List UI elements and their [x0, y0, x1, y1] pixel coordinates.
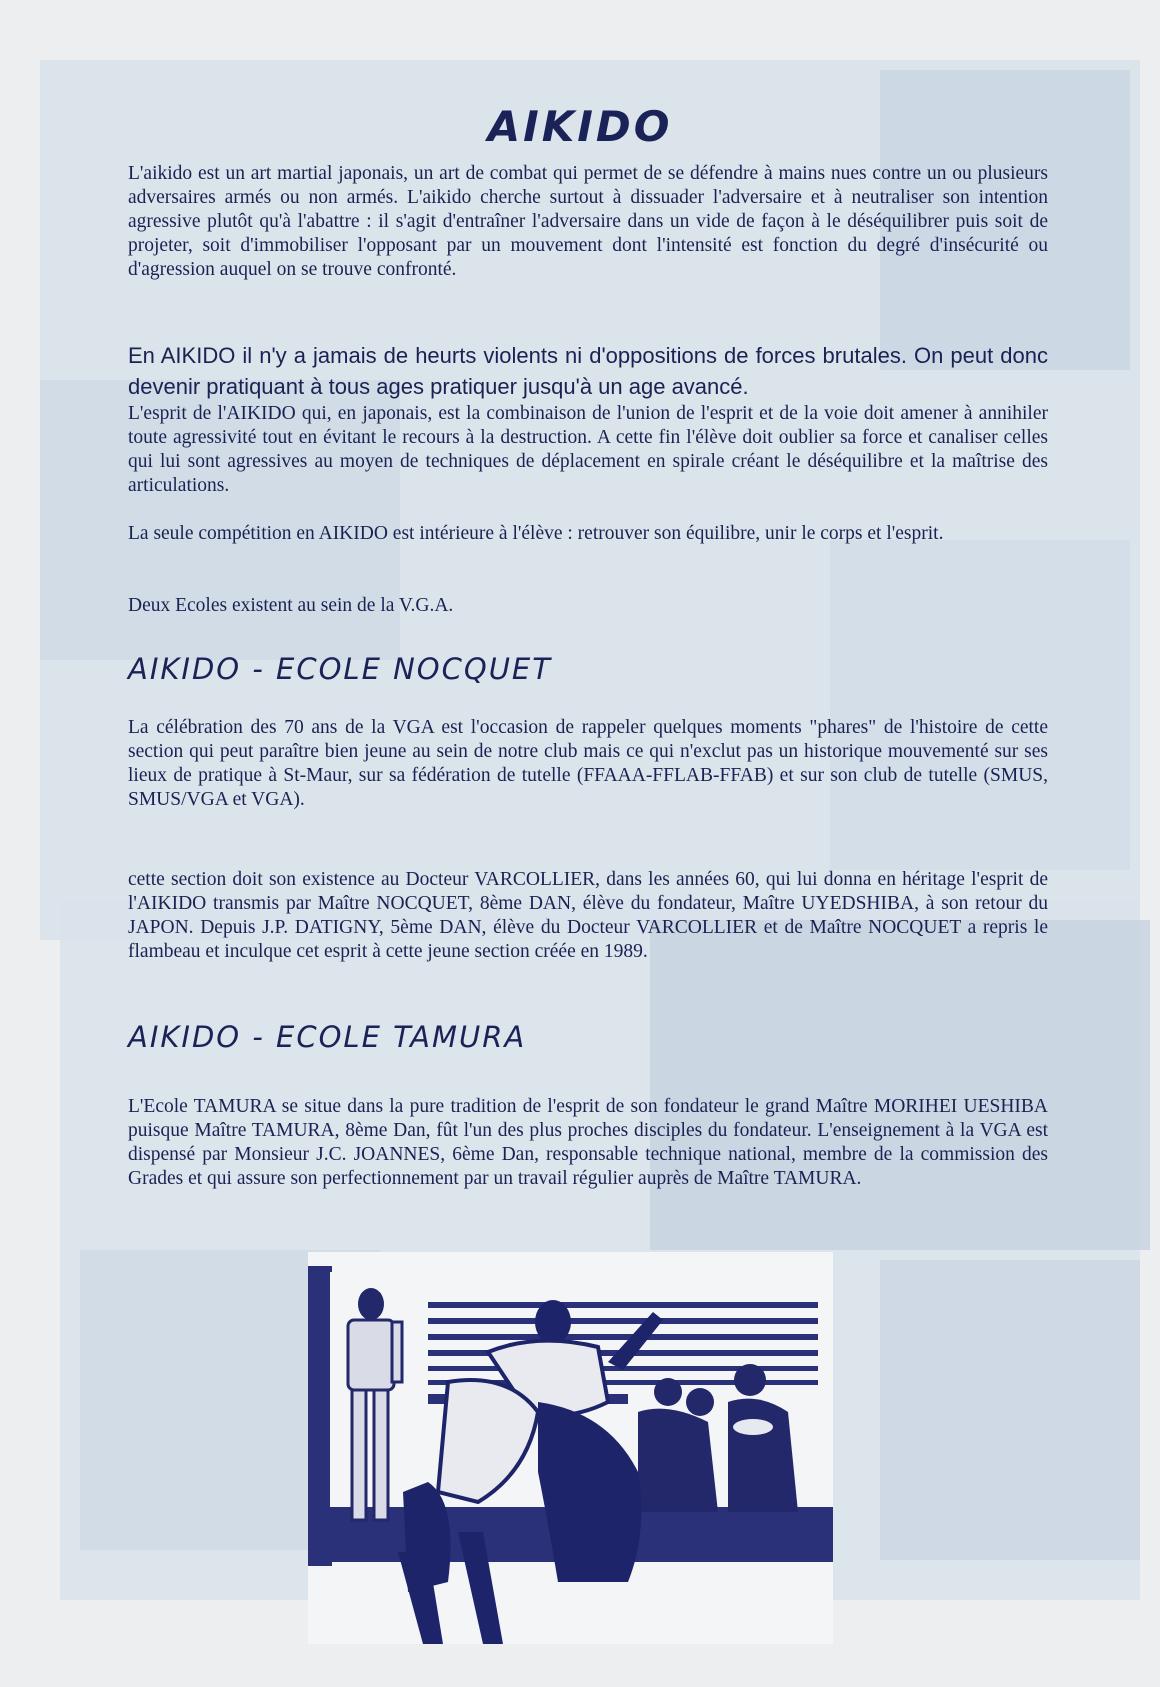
- spirit-paragraph: L'esprit de l'AIKIDO qui, en japonais, est la combinaison de l'union de l'esprit et de la voie doit amener à annihiler toute agressivité tout en évitant le recours à la destruction. A cette fin l'élève doit oublier sa force et canaliser celles qui lui sont agressives au moyen de techniques de déplacement en spirale créant le déséquilibre et la maîtrise des articulations.: [128, 403, 1048, 496]
- background-print: [650, 920, 1150, 1250]
- page-title: AIKIDO: [487, 102, 673, 151]
- section-title-tamura: AIKIDO - ECOLE TAMURA: [128, 1020, 527, 1054]
- no-violence-paragraph: En AIKIDO il n'y a jamais de heurts violents ni d'oppositions de forces brutales. On peut donc devenir pratiquant à tous ages pratiquer jusqu'à un age avancé.: [128, 343, 1048, 399]
- competition-paragraph: La seule compétition en AIKIDO est intérieure à l'élève : retrouver son équilibre, unir le corps et l'esprit.: [128, 523, 944, 544]
- aikido-photo: [308, 1252, 833, 1644]
- background-print: [830, 540, 1130, 870]
- schools-paragraph: Deux Ecoles existent au sein de la V.G.A.: [128, 595, 454, 616]
- background-print: [880, 1260, 1140, 1560]
- intro-paragraph: L'aikido est un art martial japonais, un art de combat qui permet de se défendre à mains nues contre un ou plusieurs adversaires armés ou non armés. L'aikido cherche surtout à dissuader l'adversaire et à neutraliser son intention agressive plutôt qu'à l'abattre : il s'agit d'entraîner l'adversaire dans un vide de façon à le déséquilibrer puis soit de projeter, soit d'immobiliser l'opposant par un mouvement dont l'intensité est fonction du degré d'insécurité ou d'agression auquel on se trouve confronté.: [128, 163, 1048, 280]
- tamura-paragraph: L'Ecole TAMURA se situe dans la pure tradition de l'esprit de son fondateur le grand Maître MORIHEI UESHIBA puisque Maître TAMURA, 8ème Dan, fût l'un des plus proches disciples du fondateur. L'enseignement à la VGA est dispensé par Monsieur J.C. JOANNES, 6ème Dan, responsable technique national, membre de la commission des Grades et qui assure son perfectionnement par un travail régulier auprès de Maître TAMURA.: [128, 1096, 1048, 1189]
- section-title-nocquet: AIKIDO - ECOLE NOCQUET: [128, 652, 552, 686]
- nocquet-history-paragraph: La célébration des 70 ans de la VGA est l'occasion de rappeler quelques moments "phares" de l'histoire de cette section qui peut paraître bien jeune au sein de notre club mais ce qui n'exclut pas un historique mouvementé sur ses lieux de pratique à St-Maur, sur sa fédération de tutelle (FFAAA-FFLAB-FFAB) et sur son club de tutelle (SMUS, SMUS/VGA et VGA).: [128, 717, 1048, 810]
- nocquet-origin-paragraph: cette section doit son existence au Docteur VARCOLLIER, dans les années 60, qui lui donna en héritage l'esprit de l'AIKIDO transmis par Maître NOCQUET, 8ème DAN, élève du fondateur, Maître UYEDSHIBA, à son retour du JAPON. Depuis J.P. DATIGNY, 5ème DAN, élève du Docteur VARCOLLIER et de Maître NOCQUET a repris le flambeau et inculque cet esprit à cette jeune section créée en 1989.: [128, 869, 1048, 962]
- aikido-demonstration-image: [308, 1252, 833, 1644]
